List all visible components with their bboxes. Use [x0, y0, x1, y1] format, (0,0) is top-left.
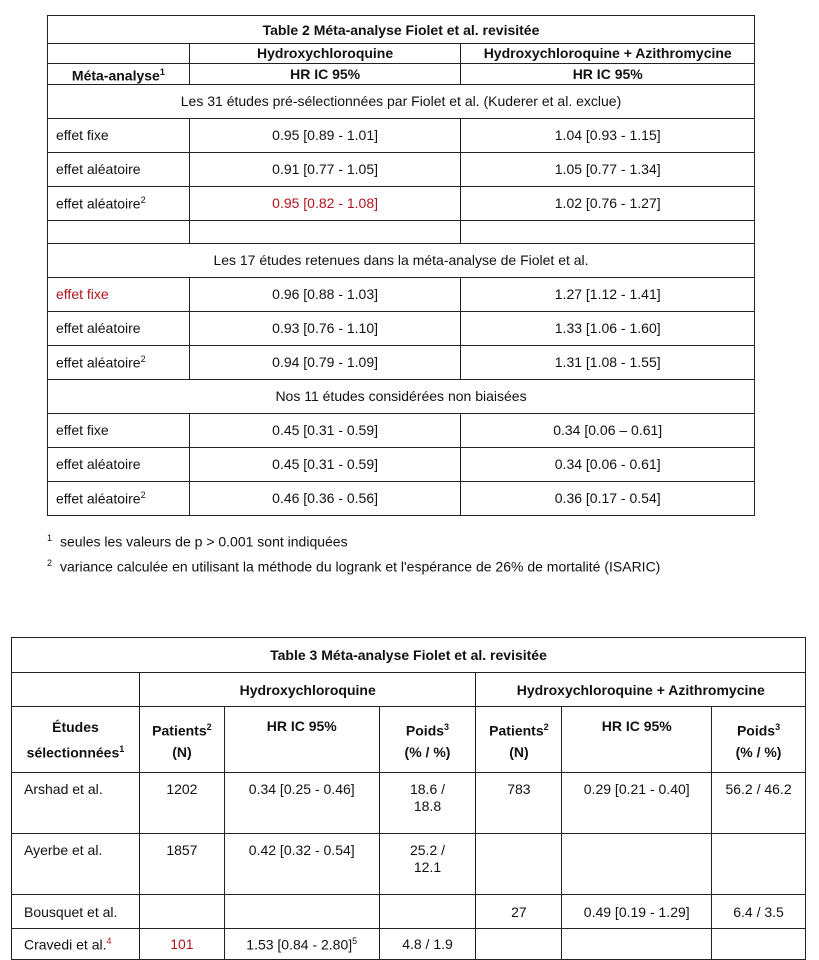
header-hr-azi: HR IC 95% — [461, 64, 755, 85]
hr-azi — [562, 834, 712, 895]
hr-value-hcq: 0.96 [0.88 - 1.03] — [189, 277, 461, 311]
header-empty — [48, 44, 190, 64]
hr-value-azi: 0.36 [0.17 - 0.54] — [461, 481, 755, 515]
section-heading: Nos 11 études considérées non biaisées — [48, 379, 755, 413]
hr-value-azi: 1.27 [1.12 - 1.41] — [461, 277, 755, 311]
study-name: Arshad et al. — [12, 773, 140, 834]
table-3 — [11, 637, 806, 960]
hr-hcq: 0.42 [0.32 - 0.54] — [224, 834, 379, 895]
patients-hcq — [139, 895, 224, 929]
hr-hcq: 1.53 [0.84 - 2.80]$^5$ — [224, 929, 379, 960]
hr-value-hcq: 0.91 [0.77 - 1.05] — [189, 152, 461, 186]
footnote: $^2$ variance calculée en utilisant la méthode du logrank et l'espérance de 26% de mortalité (ISARIC) — [47, 557, 661, 575]
col-header-hr: HR IC 95% — [562, 707, 712, 773]
row-label: effet aléatoire$^2$ — [48, 481, 190, 515]
table-row — [12, 929, 806, 960]
hr-value-azi: 1.02 [0.76 - 1.27] — [461, 186, 755, 220]
hr-value-hcq: 0.93 [0.76 - 1.10] — [189, 311, 461, 345]
table-row — [12, 834, 806, 895]
row-label: effet aléatoire$^2$ — [48, 186, 190, 220]
row-label-highlight: effet fixe — [48, 277, 190, 311]
hr-value-hcq: 0.45 [0.31 - 0.59] — [189, 447, 461, 481]
col-header-studies: Études sélectionnées$^1$ — [12, 707, 140, 773]
row-label: effet aléatoire$^2$ — [48, 345, 190, 379]
hr-azi: 0.49 [0.19 - 1.29] — [562, 895, 712, 929]
weight-hcq: 18.6 / 18.8 — [379, 773, 476, 834]
hr-value-azi: 0.34 [0.06 - 0.61] — [461, 447, 755, 481]
footnotes — [47, 528, 660, 577]
header-empty — [12, 673, 140, 707]
hr-hcq: 0.34 [0.25 - 0.46] — [224, 773, 379, 834]
empty-cell — [189, 220, 461, 243]
weight-hcq: 4.8 / 1.9 — [379, 929, 476, 960]
hr-value-azi: 1.33 [1.06 - 1.60] — [461, 311, 755, 345]
weight-hcq: 25.2 / 12.1 — [379, 834, 476, 895]
weight-azi: 56.2 / 46.2 — [712, 773, 806, 834]
hr-value-azi: 1.31 [1.08 - 1.55] — [461, 345, 755, 379]
table-title: Table 3 Méta-analyse Fiolet et al. revisitée — [12, 638, 806, 673]
hr-hcq — [224, 895, 379, 929]
group-header-hcq-azi: Hydroxychloroquine + Azithromycine — [476, 673, 806, 707]
hr-value-hcq: 0.94 [0.79 - 1.09] — [189, 345, 461, 379]
hr-azi: 0.29 [0.21 - 0.40] — [562, 773, 712, 834]
row-label: effet aléatoire — [48, 152, 190, 186]
patients-hcq-highlight: 101 — [139, 929, 224, 960]
row-label: effet aléatoire — [48, 447, 190, 481]
section-heading: Les 31 études pré-sélectionnées par Fiolet et al. (Kuderer et al. exclue) — [48, 84, 755, 118]
col-header-poids: Poids$^3$ (% / %) — [379, 707, 476, 773]
weight-azi: 6.4 / 3.5 — [712, 895, 806, 929]
patients-azi — [476, 929, 562, 960]
patients-azi — [476, 834, 562, 895]
patients-azi: 27 — [476, 895, 562, 929]
col-header-poids: Poids$^3$ (% / %) — [712, 707, 806, 773]
hr-azi — [562, 929, 712, 960]
hr-value-hcq: 0.95 [0.89 - 1.01] — [189, 118, 461, 152]
hr-value-hcq-highlight: 0.95 [0.82 - 1.08] — [189, 186, 461, 220]
group-header-hcq: Hydroxychloroquine — [139, 673, 476, 707]
patients-hcq: 1857 — [139, 834, 224, 895]
row-label: effet aléatoire — [48, 311, 190, 345]
footnote: $^1$ seules les valeurs de p > 0.001 sont indiquées — [47, 533, 348, 550]
table-2 — [47, 15, 755, 516]
weight-azi — [712, 929, 806, 960]
section-heading: Les 17 études retenues dans la méta-analyse de Fiolet et al. — [48, 243, 755, 277]
hr-value-azi: 1.04 [0.93 - 1.15] — [461, 118, 755, 152]
hr-value-azi: 1.05 [0.77 - 1.34] — [461, 152, 755, 186]
hr-value-hcq: 0.45 [0.31 - 0.59] — [189, 413, 461, 447]
header-hr-hcq: HR IC 95% — [189, 64, 461, 85]
header-hcq: Hydroxychloroquine — [189, 44, 461, 64]
hr-value-hcq: 0.46 [0.36 - 0.56] — [189, 481, 461, 515]
row-label: effet fixe — [48, 413, 190, 447]
col-header-hr: HR IC 95% — [224, 707, 379, 773]
col-header-patients: Patients$^2$ (N) — [139, 707, 224, 773]
empty-cell — [48, 220, 190, 243]
col-header-patients: Patients$^2$ (N) — [476, 707, 562, 773]
patients-azi: 783 — [476, 773, 562, 834]
study-name: Cravedi et al.$^4$ — [12, 929, 140, 960]
hr-value-azi: 0.34 [0.06 – 0.61] — [461, 413, 755, 447]
patients-hcq: 1202 — [139, 773, 224, 834]
row-label: effet fixe — [48, 118, 190, 152]
header-meta-analyse: Méta-analyse$^1$ — [48, 64, 190, 85]
table-row — [12, 895, 806, 929]
study-name: Bousquet et al. — [12, 895, 140, 929]
header-hcq-azi: Hydroxychloroquine + Azithromycine — [461, 44, 755, 64]
weight-hcq — [379, 895, 476, 929]
table-row — [12, 773, 806, 834]
weight-azi — [712, 834, 806, 895]
table-title: Table 2 Méta-analyse Fiolet et al. revisitée — [48, 16, 755, 44]
empty-cell — [461, 220, 755, 243]
study-name: Ayerbe et al. — [12, 834, 140, 895]
